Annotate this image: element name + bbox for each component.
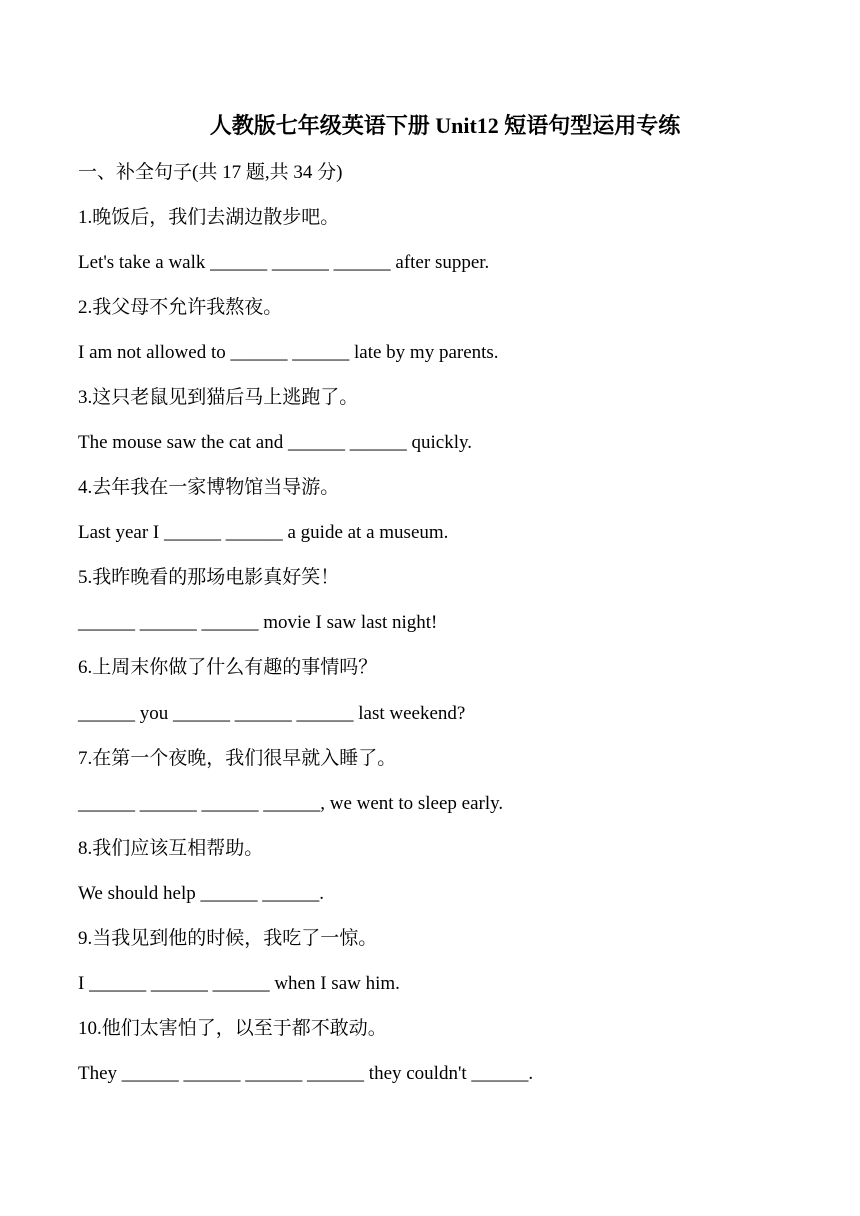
question-10-prompt: 10.他们太害怕了，以至于都不敢动。 — [78, 1018, 387, 1039]
question-8-prompt: 8.我们应该互相帮助。 — [78, 838, 264, 859]
question-10-sentence: They ______ ______ ______ ______ they couldn't ______. — [78, 1063, 534, 1084]
question-6-prompt: 6.上周末你做了什么有趣的事情吗？ — [78, 657, 378, 678]
question-9-prompt: 9.当我见到他的时候，我吃了一惊。 — [78, 928, 378, 949]
question-1-sentence: Let's take a walk ______ ______ ______ after supper. — [78, 252, 490, 273]
document-title: 人教版七年级英语下册 Unit12 短语句型运用专练 — [209, 113, 681, 138]
question-9-sentence: I ______ ______ ______ when I saw him. — [78, 973, 400, 994]
question-4-sentence: Last year I ______ ______ a guide at a museum. — [78, 522, 449, 543]
question-2-sentence: I am not allowed to ______ ______ late by my parents. — [78, 342, 499, 363]
question-7-sentence: ______ ______ ______ ______, we went to sleep early. — [78, 793, 504, 814]
question-8-sentence: We should help ______ ______. — [78, 883, 324, 904]
question-2-prompt: 2.我父母不允许我熬夜。 — [78, 297, 283, 318]
question-3-sentence: The mouse saw the cat and ______ ______ quickly. — [78, 432, 472, 453]
question-5-sentence: ______ ______ ______ movie I saw last night! — [78, 612, 438, 633]
question-5-prompt: 5.我昨晚看的那场电影真好笑！ — [78, 567, 340, 588]
question-4-prompt: 4.去年我在一家博物馆当导游。 — [78, 477, 340, 498]
question-7-prompt: 7.在第一个夜晚，我们很早就入睡了。 — [78, 748, 397, 769]
question-6-sentence: ______ you ______ ______ ______ last weekend? — [78, 703, 466, 724]
question-1-prompt: 1.晚饭后，我们去湖边散步吧。 — [78, 207, 340, 228]
section-heading: 一、补全句子(共 17 题,共 34 分) — [78, 162, 343, 183]
question-3-prompt: 3.这只老鼠见到猫后马上逃跑了。 — [78, 387, 359, 408]
